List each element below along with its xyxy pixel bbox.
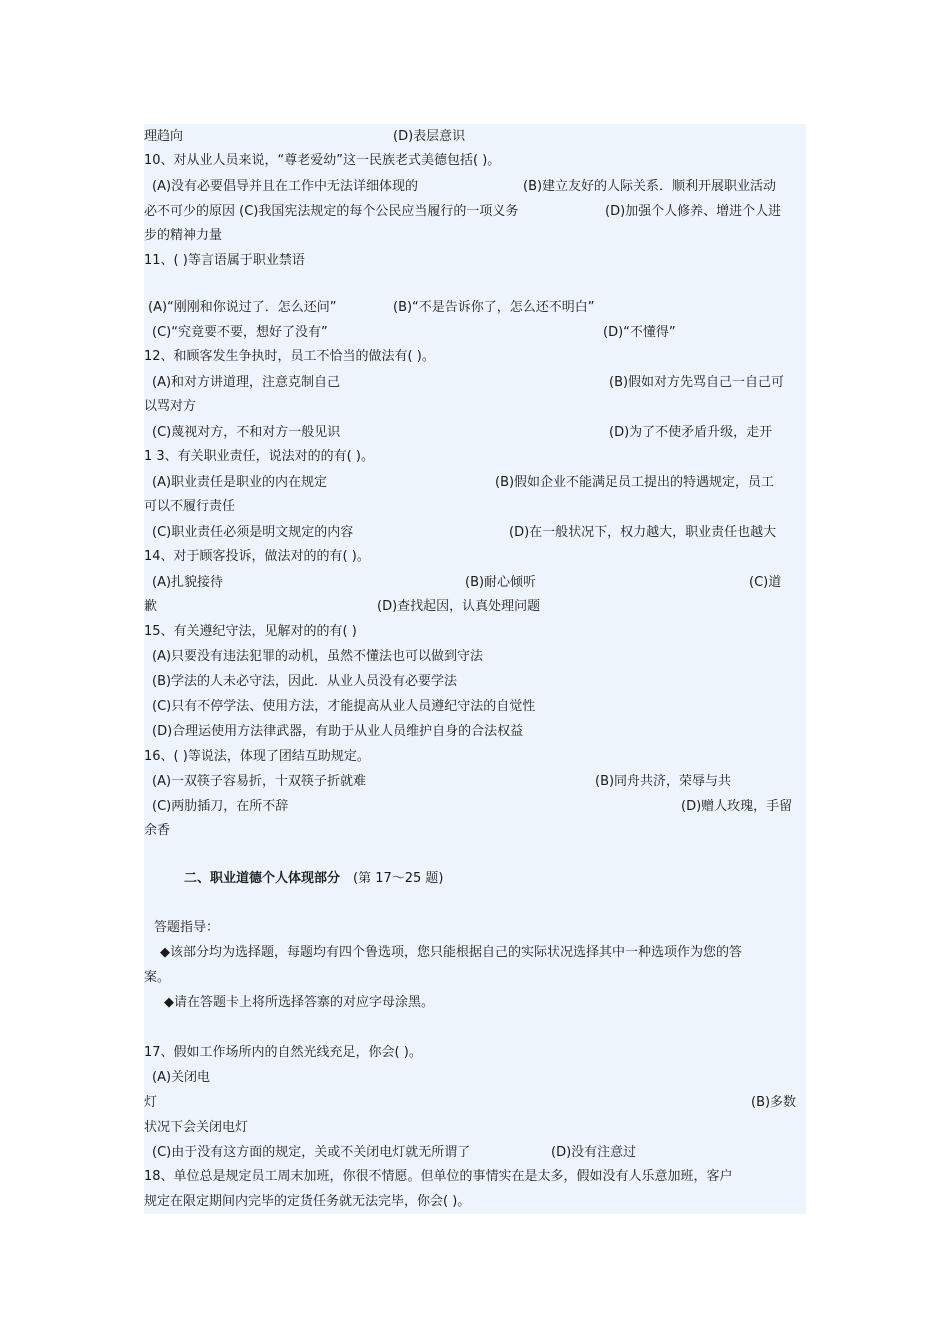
text-line xyxy=(144,672,806,692)
text-fragment: 以骂对方 xyxy=(144,399,197,414)
option-a: (A)扎貌接待 xyxy=(152,575,224,590)
option-d: (D)表层意识 xyxy=(393,129,466,144)
question-16 xyxy=(144,747,806,767)
text-fragment: 规定在限定期间内完毕的定货任务就无法完毕，你会( )。 xyxy=(144,1194,471,1209)
text-line xyxy=(144,573,806,593)
text-line xyxy=(144,647,806,667)
option-c: (C)蔑视对方，不和对方一般见识 xyxy=(152,425,341,440)
option-d: (D)没有注意过 xyxy=(551,1145,637,1160)
text-line xyxy=(144,226,806,246)
text-line xyxy=(144,797,806,817)
text-line xyxy=(144,298,806,318)
text-line xyxy=(144,1093,806,1113)
option-d: (D)加强个人修养、增进个人进 xyxy=(605,204,782,219)
question-text: 17、假如工作场所内的自然光线充足，你会( )。 xyxy=(144,1045,422,1060)
question-text: 18、单位总是规定员工周末加班，你很不情愿。但单位的事情实在是太多，假如没有人乐意加班，客户 xyxy=(144,1169,733,1184)
option-a: (A)“刚刚和你说过了．怎么还问” xyxy=(148,300,337,315)
question-text: 12、和顾客发生争执时，员工不恰当的做法有( )。 xyxy=(144,349,435,364)
text-line xyxy=(144,968,806,988)
section-title: 二、职业道德个人体现部分 xyxy=(184,871,341,886)
text-line xyxy=(144,1118,806,1138)
text-line xyxy=(144,202,806,222)
option-a: (A)关闭电 xyxy=(152,1070,211,1085)
question-text: 11、( )等言语属于职业禁语 xyxy=(144,253,305,268)
instruction-item xyxy=(144,943,806,963)
option-b: (B)学法的人未必守法，因此．从业人员没有必要学法 xyxy=(152,674,458,689)
text-line xyxy=(144,523,806,543)
option-c: (C)职业责任必须是明文规定的内容 xyxy=(152,525,354,540)
text-line xyxy=(144,423,806,443)
text-line xyxy=(144,697,806,717)
option-a: (A)一双筷子容易折，十双筷子折就难 xyxy=(152,774,367,789)
section-heading xyxy=(144,869,806,889)
text-fragment: 可以不履行责任 xyxy=(144,499,236,514)
option-a: (A)只要没有违法犯罪的动机，虽然不懂法也可以做到守法 xyxy=(152,649,484,664)
text-line xyxy=(144,473,806,493)
question-15 xyxy=(144,622,806,642)
question-14 xyxy=(144,547,806,567)
option-a: (A)职业责任是职业的内在规定 xyxy=(152,475,328,490)
text-fragment: ◆请在答题卡上将所选择答寨的对应字母涂黑。 xyxy=(164,995,434,1010)
option-d: (D)合理运使用方法律武器，有助于从业人员维护自身的合法权益 xyxy=(152,724,524,739)
text-fragment: 余香 xyxy=(144,823,171,838)
option-c: (C)道 xyxy=(749,575,782,590)
question-12 xyxy=(144,347,806,367)
instructions-title xyxy=(144,918,806,938)
text-fragment: 理趋向 xyxy=(144,129,184,144)
text-line xyxy=(144,397,806,417)
option-a: (A)和对方讲道理，注意克制自己 xyxy=(152,375,341,390)
text-line xyxy=(144,1192,806,1212)
option-c: 必不可少的原因 (C)我国宪法规定的每个公民应当履行的一项义务 xyxy=(144,204,519,219)
text-fragment: 案。 xyxy=(144,970,171,985)
option-c: (C)由于没有这方面的规定，关或不关闭电灯就无所谓了 xyxy=(152,1145,471,1160)
text-line xyxy=(144,323,806,343)
text-fragment: 答题指导： xyxy=(154,920,220,935)
text-fragment: 歉 xyxy=(144,599,158,614)
text-fragment: ◆该部分均为选择题，每题均有四个鲁选项，您只能根据自己的实际状况选择其中一种选项作为您的答 xyxy=(160,945,742,960)
text-fragment: 状况下会关闭电灯 xyxy=(144,1120,249,1135)
option-d: (D)赠人玫瑰，手留 xyxy=(681,799,793,814)
option-b: (B)建立友好的人际关系．顺利开展职业活动 xyxy=(523,179,777,194)
option-b: (B)耐心倾听 xyxy=(465,575,537,590)
text-line xyxy=(144,772,806,792)
question-18 xyxy=(144,1167,806,1187)
text-line xyxy=(144,373,806,393)
option-c: (C)只有不停学法、使用方法，才能提高从业人员遵纪守法的自觉性 xyxy=(152,699,536,714)
question-17 xyxy=(144,1043,806,1063)
question-13 xyxy=(144,447,806,467)
question-text: 15、有关遵纪守法，见解对的的有( ) xyxy=(144,624,357,639)
option-b: (B)多数 xyxy=(751,1095,797,1110)
question-10 xyxy=(144,151,806,171)
text-line xyxy=(144,597,806,617)
text-line xyxy=(144,821,806,841)
instruction-item xyxy=(144,993,806,1013)
option-c: (C)“究竟要不要，想好了没有” xyxy=(152,325,328,340)
option-d: (D)为了不使矛盾升级，走开 xyxy=(609,425,773,440)
question-text: 16、( )等说法，体现了团结互助规定。 xyxy=(144,749,370,764)
question-text: 1 3、有关职业责任，说法对的的有( )。 xyxy=(144,449,374,464)
section-range: (第 17～25 题) xyxy=(353,871,444,886)
text-fragment: 步的精神力量 xyxy=(144,228,223,243)
option-c: (C)两肋插刀，在所不辞 xyxy=(152,799,289,814)
text-line xyxy=(144,1068,806,1088)
option-b: (B)“不是告诉你了，怎么还不明白” xyxy=(393,300,595,315)
question-text: 10、对从业人员来说，“尊老爱幼”这一民族老式美德包括( )。 xyxy=(144,153,501,168)
option-b: (B)假如对方先骂自己一自己可 xyxy=(609,375,785,390)
text-line xyxy=(144,722,806,742)
question-text: 14、对于顾客投诉，做法对的的有( )。 xyxy=(144,549,370,564)
text-fragment: 灯 xyxy=(144,1095,158,1110)
text-line xyxy=(144,177,806,197)
option-a: (A)没有必要倡导并且在工作中无法详细体现的 xyxy=(152,179,419,194)
text-line xyxy=(144,127,806,147)
text-line xyxy=(144,497,806,517)
option-b: (B)同舟共济，荣辱与共 xyxy=(595,774,732,789)
option-d: (D)在一般状况下，权力越大，职业责任也越大 xyxy=(509,525,777,540)
question-11 xyxy=(144,251,806,271)
option-d: (D)“不懂得” xyxy=(603,325,676,340)
option-d: (D)查找起因，认真处理问题 xyxy=(377,599,541,614)
option-b: (B)假如企业不能满足员工提出的特遇规定，员工 xyxy=(495,475,775,490)
text-line xyxy=(144,1143,806,1163)
